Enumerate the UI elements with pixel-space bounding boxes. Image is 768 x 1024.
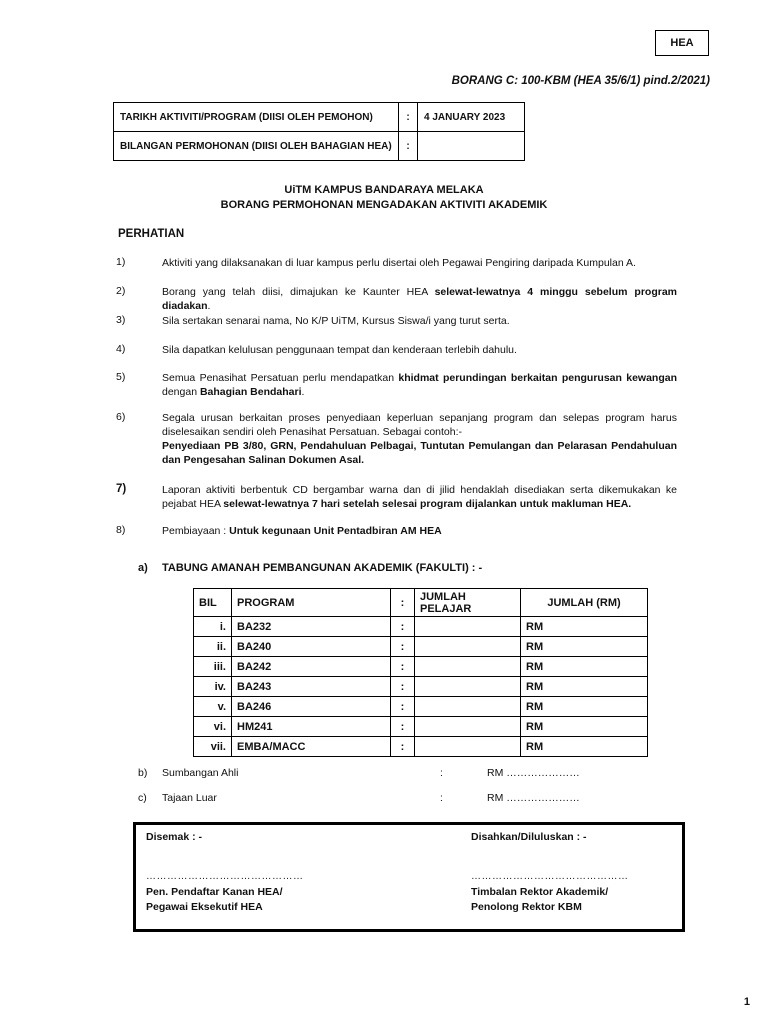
- program-table-header: [194, 589, 648, 617]
- section-b-label: b): [138, 767, 148, 779]
- item-5-post: .: [301, 386, 305, 398]
- item-3-text: Sila sertakan senarai nama, No K/P UiTM, Kursus Siswa/i yang turut serta.: [162, 315, 510, 327]
- approver-title-2: Penolong Rektor KBM: [471, 901, 582, 913]
- approver-title-1: Timbalan Rektor Akademik/: [471, 886, 609, 898]
- row-rm-field[interactable]: RM: [521, 737, 648, 757]
- row-rm-field[interactable]: RM: [521, 657, 648, 677]
- row-pelajar-field[interactable]: [415, 717, 521, 737]
- row-pelajar-field[interactable]: [415, 737, 521, 757]
- item-5-text: [162, 371, 677, 399]
- header-program: PROGRAM: [232, 589, 391, 617]
- row-pelajar-field[interactable]: [415, 617, 521, 637]
- application-count-colon: :: [399, 132, 418, 161]
- activity-date-label: TARIKH AKTIVITI/PROGRAM (DIISI OLEH PEMOHON): [114, 103, 399, 132]
- item-7-text: [162, 483, 677, 511]
- item-4-text: Sila dapatkan kelulusan penggunaan tempat dan kenderaan terlebih dahulu.: [162, 344, 517, 356]
- item-2-bold: selewat-lewatnya 4 minggu sebelum program diadakan: [162, 286, 677, 312]
- item-6-bold: Penyediaan PB 3/80, GRN, Pendahuluan Pelbagai, Tuntutan Pemulangan dan Pelarasan Pendahuluan dan Pengesahan Salinan Dokumen Asal.: [162, 440, 677, 466]
- row-program: EMBA/MACC: [232, 737, 391, 757]
- header-jumlah-pelajar: JUMLAH PELAJAR: [415, 589, 521, 617]
- item-5-bold: khidmat perundingan berkaitan pengurusan kewangan: [398, 372, 677, 384]
- row-colon: :: [391, 677, 415, 697]
- row-bil: iii.: [194, 657, 232, 677]
- form-title: BORANG PERMOHONAN MENGADAKAN AKTIVITI AKADEMIK: [220, 199, 548, 211]
- row-pelajar-field[interactable]: [415, 657, 521, 677]
- item-number: 5): [116, 371, 126, 383]
- reviewer-title-2: Pegawai Eksekutif HEA: [146, 901, 263, 913]
- row-rm-field[interactable]: RM: [521, 697, 648, 717]
- row-bil: i.: [194, 617, 232, 637]
- section-c-label: c): [138, 792, 147, 804]
- page-number: 1: [743, 996, 750, 1008]
- item-8-pre: Pembiayaan :: [162, 525, 230, 537]
- table-row: [194, 657, 648, 677]
- row-colon: :: [391, 737, 415, 757]
- row-pelajar-field[interactable]: [415, 637, 521, 657]
- section-c-text: Tajaan Luar: [162, 792, 217, 804]
- table-row: [194, 677, 648, 697]
- approved-heading: Disahkan/Diluluskan : -: [471, 831, 587, 843]
- item-2-pre: Borang yang telah diisi, dimajukan ke Kaunter HEA: [162, 286, 435, 298]
- row-colon: :: [391, 657, 415, 677]
- item-2-post: .: [207, 300, 211, 312]
- row-bil: iv.: [194, 677, 232, 697]
- activity-date-colon: :: [399, 103, 418, 132]
- row-program: BA243: [232, 677, 391, 697]
- form-code: BORANG C: 100-KBM (HEA 35/6/1) pind.2/2021): [451, 75, 710, 87]
- section-c-colon: :: [440, 792, 443, 804]
- application-count-label: BILANGAN PERMOHONAN (DIISI OLEH BAHAGIAN HEA): [114, 132, 399, 161]
- row-bil: vii.: [194, 737, 232, 757]
- section-a-label: a): [138, 562, 148, 574]
- header-bil: BIL: [194, 589, 232, 617]
- item-8-text: [162, 524, 677, 538]
- item-1-text: Aktiviti yang dilaksanakan di luar kampus perlu disertai oleh Pegawai Pengiring daripada Kumpulan A.: [162, 257, 636, 269]
- item-number: 6): [116, 411, 126, 423]
- row-rm-field[interactable]: RM: [521, 677, 648, 697]
- row-program: BA240: [232, 637, 391, 657]
- header-colon: :: [391, 589, 415, 617]
- table-row: [194, 637, 648, 657]
- row-program: BA246: [232, 697, 391, 717]
- section-a-title: TABUNG AMANAH PEMBANGUNAN AKADEMIK (FAKULTI) : -: [162, 562, 483, 574]
- item-number: 3): [116, 314, 126, 326]
- reviewer-title-1: Pen. Pendaftar Kanan HEA/: [146, 886, 283, 898]
- application-count-row: [114, 132, 525, 161]
- approver-signature-line[interactable]: ………………………………………: [471, 871, 629, 882]
- table-row: [194, 717, 648, 737]
- header-jumlah-rm: JUMLAH (RM): [521, 589, 648, 617]
- row-pelajar-field[interactable]: [415, 697, 521, 717]
- row-colon: :: [391, 717, 415, 737]
- item-2-text: [162, 285, 677, 313]
- table-row: [194, 617, 648, 637]
- row-program: BA232: [232, 617, 391, 637]
- signature-box: [133, 822, 685, 932]
- item-6-main: Segala urusan berkaitan proses penyediaan keperluan sepanjang program dan selepas program harus diselesaikan sendiri oleh Penasihat Persatuan. Sebagai contoh:-: [162, 412, 677, 438]
- item-number: 1): [116, 256, 126, 268]
- application-count-value: [418, 132, 525, 161]
- row-pelajar-field[interactable]: [415, 677, 521, 697]
- item-number: 4): [116, 343, 126, 355]
- row-colon: :: [391, 697, 415, 717]
- row-bil: ii.: [194, 637, 232, 657]
- item-number: 7): [116, 483, 127, 495]
- section-b-text: Sumbangan Ahli: [162, 767, 239, 779]
- row-rm-field[interactable]: RM: [521, 637, 648, 657]
- item-8-bold: Untuk kegunaan Unit Pentadbiran AM HEA: [229, 525, 442, 537]
- item-number: 2): [116, 285, 126, 297]
- row-rm-field[interactable]: RM: [521, 617, 648, 637]
- perhatian-heading: PERHATIAN: [118, 228, 185, 240]
- activity-date-row: [114, 103, 525, 132]
- item-number: 8): [116, 524, 126, 536]
- section-b-colon: :: [440, 767, 443, 779]
- section-b-amount-field[interactable]: RM …………………: [487, 767, 580, 779]
- row-bil: v.: [194, 697, 232, 717]
- row-colon: :: [391, 637, 415, 657]
- row-bil: vi.: [194, 717, 232, 737]
- hea-badge: HEA: [655, 30, 709, 56]
- row-program: BA242: [232, 657, 391, 677]
- item-7-pre: Laporan aktiviti berbentuk CD bergambar warna dan di jilid hendaklah disediakan serta dikemukakan ke pejabat HEA: [162, 484, 677, 510]
- item-5-pre: Semua Penasihat Persatuan perlu mendapatkan: [162, 372, 399, 384]
- table-row: [194, 737, 648, 757]
- item-5-bold2: Bahagian Bendahari: [199, 386, 302, 398]
- reviewed-heading: Disemak : -: [146, 831, 203, 843]
- application-info-table: [113, 102, 525, 161]
- row-rm-field[interactable]: RM: [521, 717, 648, 737]
- reviewer-signature-line[interactable]: ………………………………………: [146, 871, 304, 882]
- item-5-mid: dengan: [162, 386, 200, 398]
- campus-title: UiTM KAMPUS BANDARAYA MELAKA: [284, 184, 484, 196]
- program-table: [193, 588, 648, 757]
- activity-date-value: 4 JANUARY 2023: [418, 103, 525, 132]
- item-7-bold: selewat-lewatnya 7 hari setelah selesai program dijalankan untuk makluman HEA.: [223, 498, 632, 510]
- row-colon: :: [391, 617, 415, 637]
- row-program: HM241: [232, 717, 391, 737]
- item-6-text: [162, 411, 677, 467]
- section-c-amount-field[interactable]: RM …………………: [487, 792, 580, 804]
- table-row: [194, 697, 648, 717]
